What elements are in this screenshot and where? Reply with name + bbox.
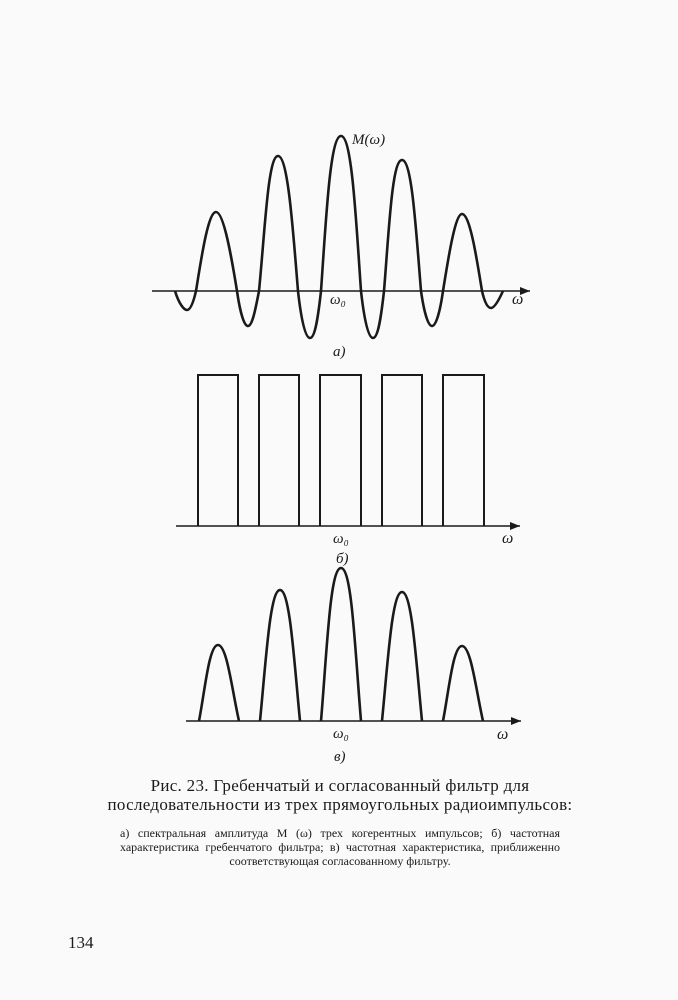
matched-lobe — [382, 592, 422, 721]
panel-b — [176, 375, 520, 567]
comb-tooth — [259, 375, 299, 526]
panel-c — [186, 568, 521, 765]
matched-lobe — [260, 590, 300, 721]
panel-a-axis-label: ω — [512, 291, 524, 308]
panel-a-center-label: ω₀ — [330, 292, 346, 308]
matched-lobe — [321, 568, 361, 721]
page-number: 134 — [68, 933, 94, 952]
panel-c-center-label: ω₀ — [333, 726, 349, 742]
matched-lobe — [199, 645, 239, 721]
panel-c-arrow — [511, 717, 521, 725]
comb-tooth — [382, 375, 422, 526]
comb-tooth — [443, 375, 484, 526]
panel-a-label: а) — [333, 344, 346, 360]
comb-tooth — [320, 375, 361, 526]
panel-a-y-label: M(ω) — [352, 132, 386, 148]
panel-c-label: в) — [334, 749, 346, 765]
panel-a — [152, 132, 530, 360]
caption-title: Рис. 23. Гребенчатый и согласованный фильтр для последовательности из трех прямоугольных радиоимпульсов: — [107, 776, 573, 814]
panel-b-center-label: ω₀ — [333, 531, 349, 547]
matched-lobe — [443, 646, 483, 721]
panel-c-axis-label: ω — [497, 726, 509, 743]
panel-b-arrow — [510, 522, 520, 530]
comb-tooth — [198, 375, 238, 526]
comb-filter — [198, 375, 484, 526]
panel-b-axis-label: ω — [502, 530, 514, 547]
panel-b-label: б) — [336, 551, 349, 567]
caption-body: а) спектральная амплитуда M (ω) трех когерентных импульсов; б) частотная характеристика гребенчатого фильтра; в) частотная характеристика, приближенно соответствующая согласованному фильтру. — [120, 826, 560, 868]
matched-filter — [199, 568, 483, 721]
